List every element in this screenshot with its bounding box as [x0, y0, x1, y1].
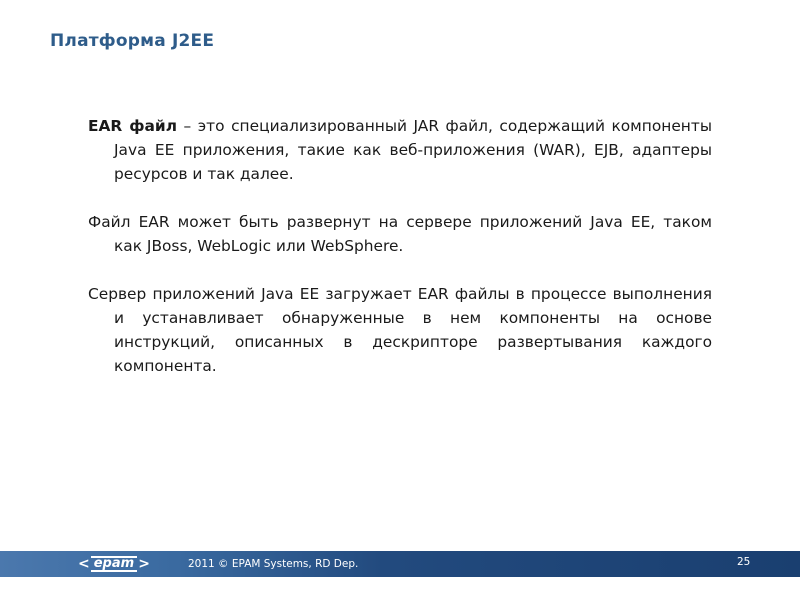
footer-copyright: 2011 © EPAM Systems, RD Dep.: [188, 558, 359, 570]
paragraph-ear-deployment: [88, 210, 712, 258]
paragraph-lead-term: EAR файл: [88, 117, 177, 135]
page-number: 25: [737, 556, 751, 568]
paragraph-ear-definition: [88, 114, 712, 186]
epam-logo: < epam >: [78, 556, 150, 572]
slide-title: Платформа J2EE: [50, 31, 215, 51]
paragraph-text: Сервер приложений Java EE загружает EAR файлы в процессе выполнения и устанавливает обнаруженные в нем компоненты на основе инструкций, описанных в дескрипторе развертывания каждого компонента.: [88, 285, 712, 375]
paragraph-text: Файл EAR может быть развернут на сервере приложений Java EE, таком как JBoss, WebLogic или WebSphere.: [88, 213, 712, 255]
paragraph-text: – это специализированный JAR файл, содержащий компоненты Java EE приложения, такие как веб-приложения (WAR), EJB, адаптеры ресурсов и так далее.: [114, 117, 712, 183]
slide-body: [88, 114, 712, 402]
paragraph-server-loading: [88, 282, 712, 378]
epam-logo-text: epam: [91, 556, 137, 572]
footer-bar: [0, 551, 800, 577]
